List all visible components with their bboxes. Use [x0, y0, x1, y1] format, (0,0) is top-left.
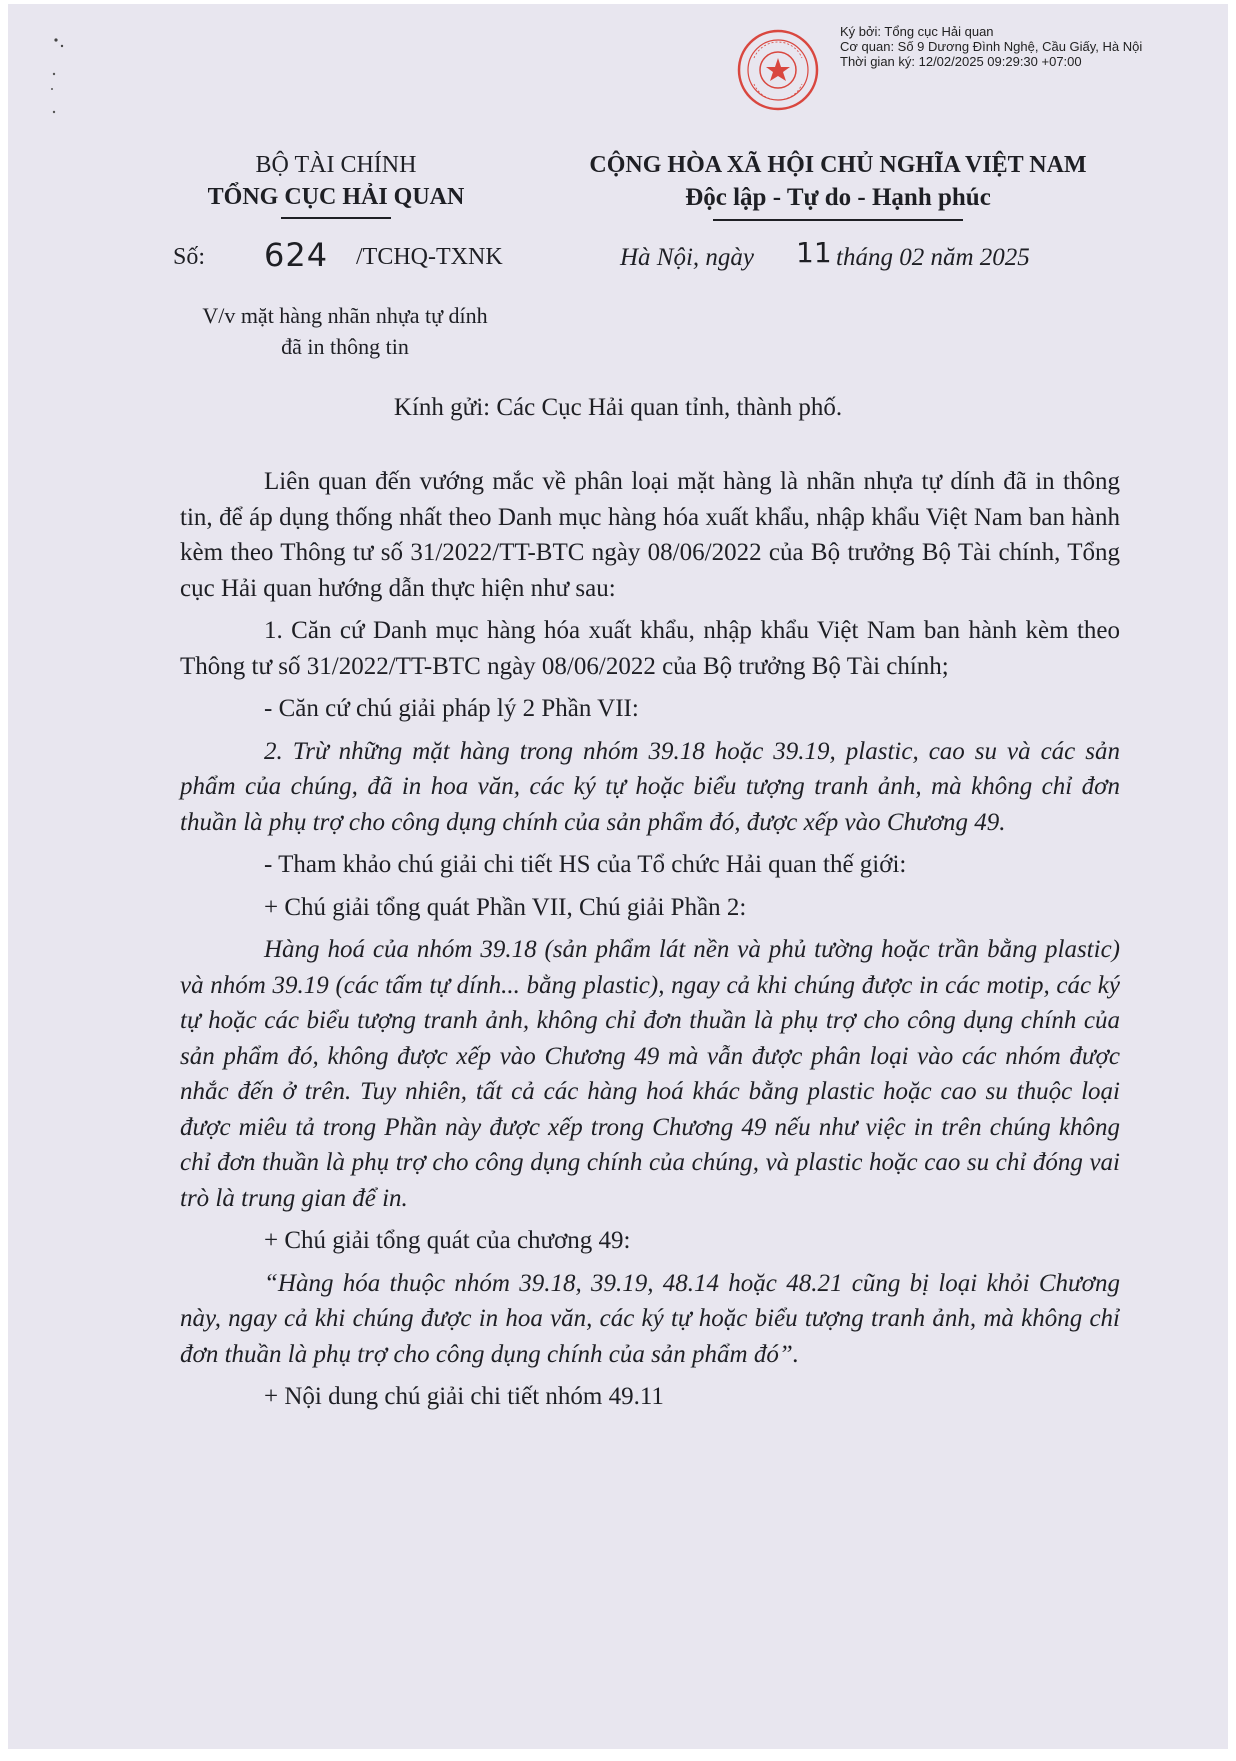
- ministry-name: BỘ TÀI CHÍNH: [255, 152, 417, 178]
- paragraph-basis-1: 1. Căn cứ Danh mục hàng hóa xuất khẩu, nhập khẩu Việt Nam ban hành kèm theo Thông tư số 31/2022/TT-BTC ngày 08/06/2022 của Bộ trưởng Bộ Tài chính;: [180, 617, 1120, 680]
- paragraph-chapter49-heading: + Chú giải tổng quát của chương 49:: [264, 1227, 631, 1254]
- national-heading: [528, 149, 1148, 221]
- paragraph-legal-note-quote: 2. Trừ những mặt hàng trong nhóm 39.18 hoặc 39.19, plastic, cao su và các sản phẩm của chúng, đã in hoa văn, các ký tự hoặc biểu tượng tranh ảnh, mà không chỉ đơn thuần là phụ trợ cho công dụng chính của sản phẩm đó, được xếp vào Chương 49.: [180, 737, 1120, 836]
- doc-number-suffix: /TCHQ-TXNK: [356, 244, 503, 270]
- paragraph-legal-note-ref: - Căn cứ chú giải pháp lý 2 Phần VII:: [264, 695, 639, 722]
- signing-agency: Cơ quan: Số 9 Dương Đình Nghệ, Cầu Giấy, Hà Nội: [840, 39, 1143, 54]
- subject: [180, 300, 510, 362]
- paragraph-general-note-heading: + Chú giải tổng quát Phần VII, Chú giải Phần 2:: [264, 893, 747, 921]
- signed-by: Ký bởi: Tổng cục Hải quan: [840, 24, 994, 39]
- date-day: 11: [796, 236, 832, 269]
- scan-specks: [48, 34, 68, 124]
- doc-number-label: Số:: [173, 244, 206, 270]
- issuing-authority: [166, 149, 506, 219]
- paragraph-general-note-quote: Hàng hoá của nhóm 39.18 (sản phẩm lát nền và phủ tường hoặc trần bằng plastic) và nhóm 39.19 (các tấm tự dính... bằng plastic), ngay cả khi chúng được in các motip, các ký tự hoặc các biểu tượng tranh ảnh, không chỉ đơn thuần là phụ trợ cho công dụng chính của sản phẩm đó, không được xếp vào Chương 49 mà vẫn được phân loại vào các nhóm được nhắc đến ở trên. Tuy nhiên, tất cả các hàng hoá khác bằng plastic hoặc cao su thuộc loại được miêu tả trong Phần này được xếp trong Chương 49 nếu như việc in trên chúng không chỉ đơn thuần là phụ trợ cho công dụng chính của chúng, và plastic hoặc cao su chỉ đóng vai trò là trung gian để in.: [180, 936, 1120, 1212]
- paragraph-wco-ref: - Tham khảo chú giải chi tiết HS của Tổ chức Hải quan thế giới:: [264, 851, 907, 878]
- motto-underline: [713, 219, 963, 221]
- paragraph-intro: Liên quan đến vướng mắc về phân loại mặt hàng là nhãn nhựa tự dính đã in thông tin, để áp dụng thống nhất theo Danh mục hàng hóa xuất khẩu, nhập khẩu Việt Nam ban hành kèm theo Thông tư số 31/2022/TT-BTC ngày 08/06/2022 của Bộ trưởng Bộ Tài chính, Tổng cục Hải quan hướng dẫn thực hiện như sau:: [180, 468, 1120, 602]
- date-rest: tháng 02 năm 2025: [836, 244, 1030, 271]
- date-prefix: Hà Nội, ngày: [620, 244, 755, 271]
- recipient-line: Kính gửi: Các Cục Hải quan tỉnh, thành phố.: [393, 394, 843, 421]
- document-body: [180, 464, 1120, 1422]
- digital-signature-info: [840, 24, 1220, 69]
- paragraph-chapter49-quote: “Hàng hóa thuộc nhóm 39.18, 39.19, 48.14 hoặc 48.21 cũng bị loại khỏi Chương này, ngay cả khi chúng được in hoa văn, các ký tự hoặc biểu tượng tranh ảnh, mà không chỉ đơn thuần là phụ trợ cho công dụng chính của sản phẩm đó”.: [180, 1269, 1120, 1368]
- national-motto: Độc lập - Tự do - Hạnh phúc: [685, 184, 991, 211]
- official-seal-icon: [736, 28, 820, 112]
- department-name: TỔNG CỤC HẢI QUAN: [207, 184, 465, 210]
- document-page: [8, 4, 1228, 1749]
- signing-time: Thời gian ký: 12/02/2025 09:29:30 +07:00: [840, 54, 1082, 69]
- country-name: CỘNG HÒA XÃ HỘI CHỦ NGHĨA VIỆT NAM: [589, 152, 1087, 178]
- subject-line-2: đã in thông tin: [281, 334, 409, 359]
- doc-number: 624: [264, 236, 329, 274]
- authority-underline: [281, 217, 391, 219]
- subject-line-1: V/v mặt hàng nhãn nhựa tự dính: [202, 303, 488, 328]
- paragraph-heading-4911: + Nội dung chú giải chi tiết nhóm 49.11: [264, 1383, 664, 1410]
